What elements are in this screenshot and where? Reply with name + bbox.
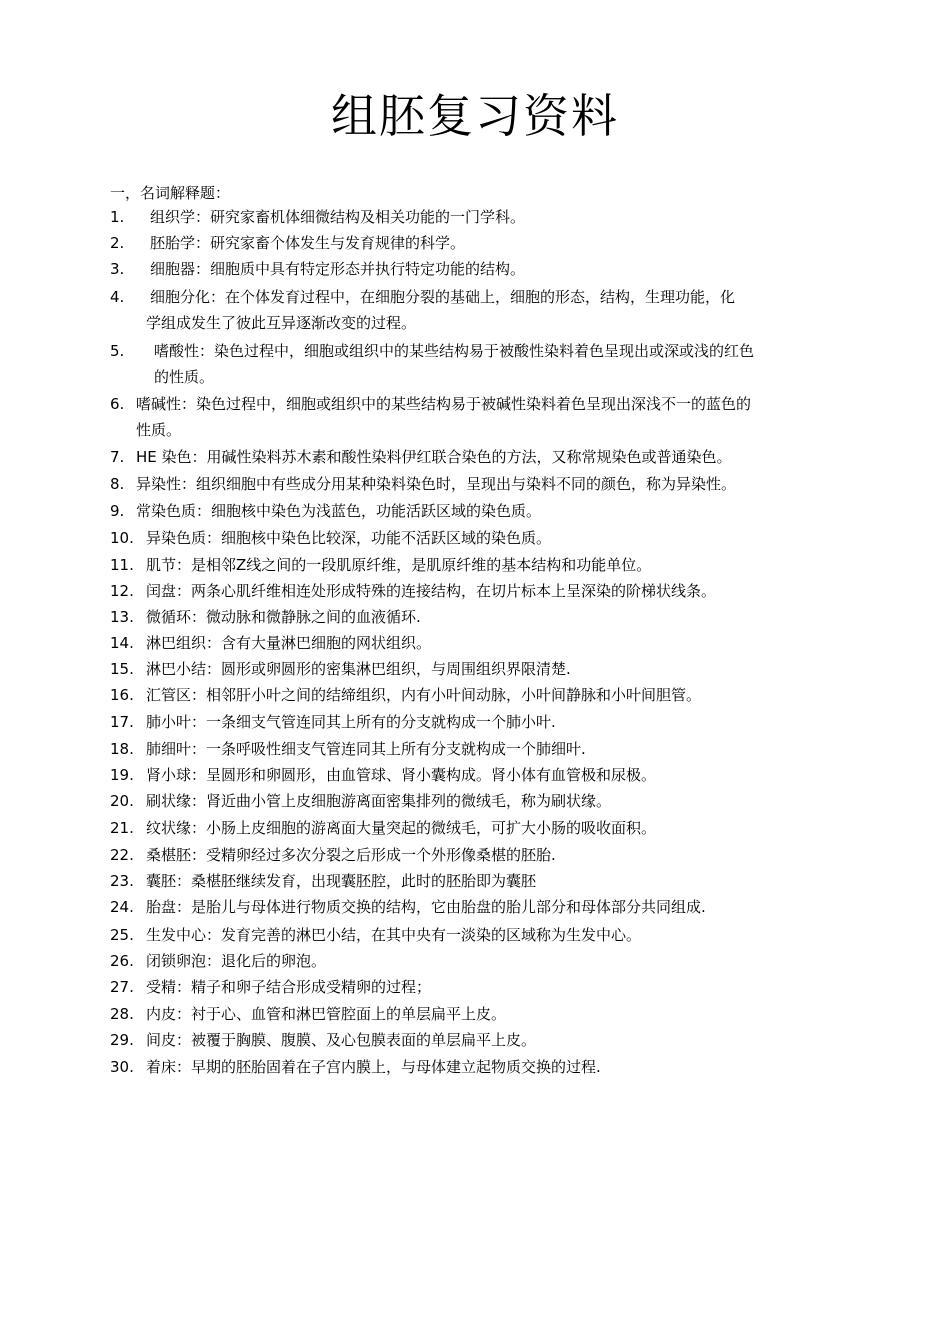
- entry-number: 9.: [110, 502, 125, 520]
- term-entry: [110, 709, 835, 735]
- entry-text: 细胞分化：在个体发育过程中，在细胞分裂的基础上，细胞的形态，结构，生理功能，化: [150, 288, 736, 306]
- entry-text: 组织学：研究家畜机体细微结构及相关功能的一门学科。: [150, 208, 526, 226]
- term-entry: [110, 552, 835, 578]
- term-entry: [110, 788, 835, 814]
- entry-number: 16.: [110, 686, 134, 704]
- entry-text: 肌节：是相邻Z线之间的一段肌原纤维，是肌原纤维的基本结构和功能单位。: [146, 556, 652, 574]
- entry-number: 15.: [110, 660, 134, 678]
- entry-number: 13.: [110, 608, 134, 626]
- term-entry: [110, 338, 835, 390]
- entry-number: 10.: [110, 529, 134, 547]
- entry-text: 微循环：微动脉和微静脉之间的血液循环.: [146, 608, 421, 626]
- term-entry: [110, 922, 835, 948]
- term-entry: [110, 630, 835, 656]
- term-entry: [110, 894, 835, 920]
- entry-number: 30.: [110, 1058, 134, 1076]
- entry-text: 常染色质：细胞核中染色为浅蓝色，功能活跃区域的染色质。: [136, 502, 542, 520]
- term-entry: [110, 948, 835, 974]
- entry-text: 内皮：衬于心、血管和淋巴管腔面上的单层扁平上皮。: [146, 1005, 507, 1023]
- entry-text-continued: 的性质。: [154, 368, 215, 386]
- entry-text: 汇管区：相邻肝小叶之间的结缔组织，内有小叶间动脉，小叶间静脉和小叶间胆管。: [146, 686, 702, 704]
- entry-number: 18.: [110, 740, 134, 758]
- entry-text: 肺小叶：一条细支气管连同其上所有的分支就构成一个肺小叶.: [146, 713, 556, 731]
- term-entry: [110, 1027, 835, 1053]
- entry-text: 胎盘：是胎儿与母体进行物质交换的结构，它由胎盘的胎儿部分和母体部分共同组成.: [146, 898, 706, 916]
- term-entry: [110, 842, 835, 868]
- entry-text: 肾小球：呈圆形和卵圆形，由血管球、肾小囊构成。肾小体有血管极和尿极。: [146, 766, 657, 784]
- term-entry: [110, 1054, 835, 1080]
- term-entry: [110, 1001, 835, 1027]
- term-entry: [110, 974, 835, 1000]
- entry-text-continued: 性质。: [136, 421, 182, 439]
- entry-number: 29.: [110, 1031, 134, 1049]
- entry-text: 生发中心：发育完善的淋巴小结，在其中央有一淡染的区域称为生发中心。: [146, 926, 642, 944]
- term-entry: [110, 256, 835, 282]
- entry-text: 嗜碱性：染色过程中，细胞或组织中的某些结构易于被碱性染料着色呈现出深浅不一的蓝色的: [136, 395, 752, 413]
- term-entry: [110, 204, 835, 230]
- term-entry: [110, 498, 835, 524]
- entry-number: 21.: [110, 819, 134, 837]
- entry-text: 间皮：被覆于胸膜、腹膜、及心包膜表面的单层扁平上皮。: [146, 1031, 537, 1049]
- entry-text: 异染色质：细胞核中染色比较深，功能不活跃区域的染色质。: [146, 529, 552, 547]
- term-entry: [110, 525, 835, 551]
- entry-text: HE 染色：用碱性染料苏木素和酸性染料伊红联合染色的方法，又称常规染色或普通染色。: [136, 448, 732, 466]
- entry-number: 19.: [110, 766, 134, 784]
- section-heading: 一，名词解释题：: [110, 184, 231, 202]
- term-entry: [110, 604, 835, 630]
- entry-number: 14.: [110, 634, 134, 652]
- entry-text-continued: 学组成发生了彼此互异逐渐改变的过程。: [146, 314, 417, 332]
- term-entry: [110, 656, 835, 682]
- entry-text: 着床：早期的胚胎固着在子宫内膜上，与母体建立起物质交换的过程.: [146, 1058, 601, 1076]
- entry-number: 5.: [110, 342, 125, 360]
- entry-number: 1.: [110, 208, 125, 226]
- term-entry: [110, 762, 835, 788]
- term-entry: [110, 391, 835, 443]
- entry-text: 异染性：组织细胞中有些成分用某种染料染色时，呈现出与染料不同的颜色，称为异染性。: [136, 475, 737, 493]
- term-entry: [110, 284, 835, 336]
- entry-number: 28.: [110, 1005, 134, 1023]
- entry-number: 22.: [110, 846, 134, 864]
- term-entry: [110, 868, 835, 894]
- entry-number: 23.: [110, 872, 134, 890]
- term-entry: [110, 682, 835, 708]
- entry-number: 25.: [110, 926, 134, 944]
- entry-text: 桑椹胚：受精卵经过多次分裂之后形成一个外形像桑椹的胚胎.: [146, 846, 556, 864]
- entry-number: 8.: [110, 475, 125, 493]
- entry-text: 闭锁卵泡：退化后的卵泡。: [146, 952, 327, 970]
- entry-number: 6.: [110, 395, 125, 413]
- term-entry: [110, 578, 835, 604]
- term-entry: [110, 230, 835, 256]
- entry-number: 12.: [110, 582, 134, 600]
- entry-number: 11.: [110, 556, 134, 574]
- entry-text: 淋巴小结：圆形或卵圆形的密集淋巴组织，与周围组织界限清楚.: [146, 660, 571, 678]
- entry-text: 囊胚：桑椹胚继续发育，出现囊胚腔，此时的胚胎即为囊胚: [146, 872, 537, 890]
- entry-number: 2.: [110, 234, 125, 252]
- entry-number: 7.: [110, 448, 125, 466]
- entry-text: 肺细叶：一条呼吸性细支气管连同其上所有分支就构成一个肺细叶.: [146, 740, 586, 758]
- document-title: 组胚复习资料: [331, 89, 619, 143]
- term-entry: [110, 471, 835, 497]
- entry-number: 3.: [110, 260, 125, 278]
- entry-text: 淋巴组织：含有大量淋巴细胞的网状组织。: [146, 634, 432, 652]
- entry-text: 刷状缘：肾近曲小管上皮细胞游离面密集排列的微绒毛，称为刷状缘。: [146, 792, 612, 810]
- entry-number: 26.: [110, 952, 134, 970]
- entry-number: 24.: [110, 898, 134, 916]
- entry-text: 纹状缘：小肠上皮细胞的游离面大量突起的微绒毛，可扩大小肠的吸收面积。: [146, 819, 657, 837]
- entry-text: 细胞器：细胞质中具有特定形态并执行特定功能的结构。: [150, 260, 526, 278]
- entry-text: 闰盘：两条心肌纤维相连处形成特殊的连接结构，在切片标本上呈深染的阶梯状线条。: [146, 582, 717, 600]
- entry-number: 17.: [110, 713, 134, 731]
- entry-number: 27.: [110, 978, 134, 996]
- term-entry: [110, 815, 835, 841]
- entry-number: 4.: [110, 288, 125, 306]
- entry-number: 20.: [110, 792, 134, 810]
- term-entry: [110, 736, 835, 762]
- term-entry: [110, 444, 835, 470]
- entry-text: 嗜酸性：染色过程中，细胞或组织中的某些结构易于被酸性染料着色呈现出或深或浅的红色: [154, 342, 755, 360]
- entry-text: 受精：精子和卵子结合形成受精卵的过程；: [146, 978, 432, 996]
- entry-text: 胚胎学：研究家畜个体发生与发育规律的科学。: [150, 234, 466, 252]
